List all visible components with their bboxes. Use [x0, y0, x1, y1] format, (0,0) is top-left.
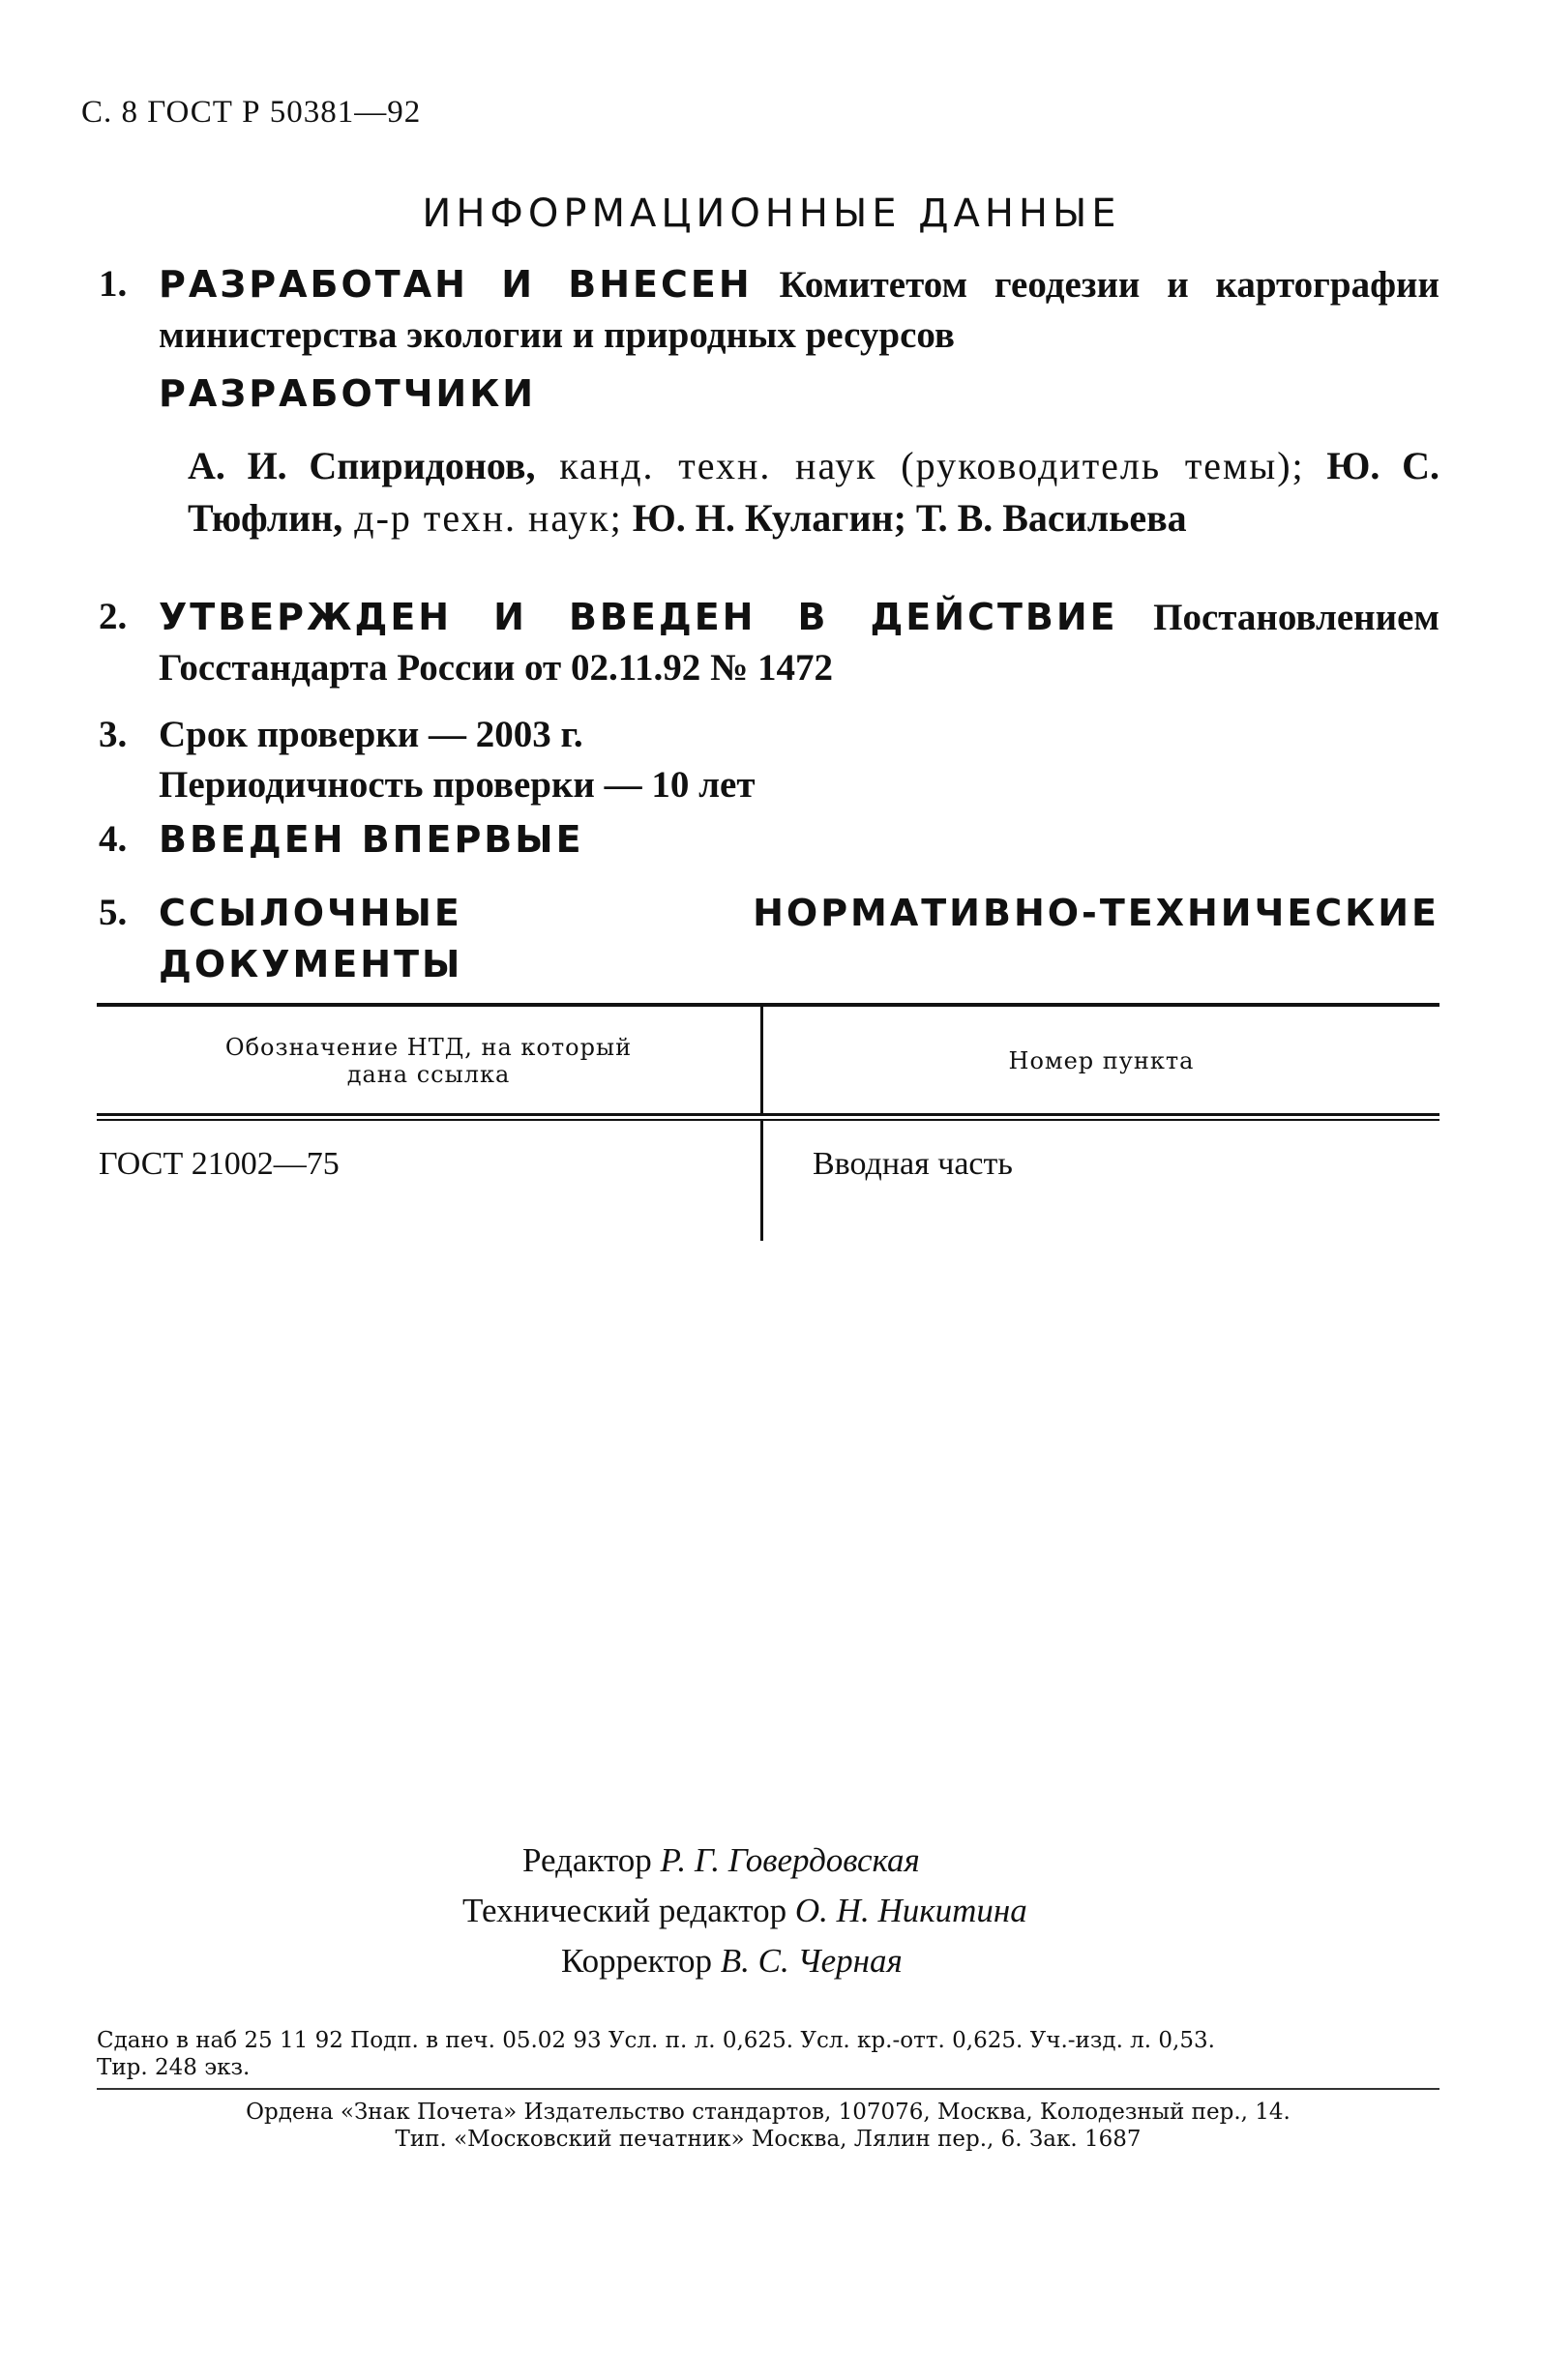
item-text: Комитетом геодезии и картографии министерства экологии и природных ресурсов [159, 264, 1439, 356]
item-5 [99, 888, 1439, 990]
item-caption: ССЫЛОЧНЫЕ НОРМАТИВНО-ТЕХНИЧЕСКИЕ ДОКУМЕНТЫ [159, 892, 1439, 985]
table-cell-ntd: ГОСТ 21002—75 [99, 1146, 340, 1182]
credit-corrector: Корректор В. С. Черная [561, 1942, 903, 1980]
item-number: 1. [99, 263, 128, 305]
table-header-clause: Номер пункта [1008, 1047, 1195, 1074]
item-3 [99, 710, 1439, 810]
table-top-rule [97, 1003, 1439, 1007]
item-caption: УТВЕРЖДЕН И ВВЕДЕН В ДЕЙСТВИЕ [159, 596, 1118, 638]
item-text: Постановлением Госстандарта России от 02.11.92 № 1472 [159, 597, 1439, 689]
page-header: С. 8 ГОСТ Р 50381—92 [81, 95, 422, 130]
table-cell-clause: Вводная часть [813, 1146, 1013, 1182]
developers-list [188, 440, 1439, 544]
item-caption: РАЗРАБОТАН И ВНЕСЕН [159, 263, 753, 306]
developers-heading: РАЗРАБОТЧИКИ [159, 372, 537, 415]
item-number: 4. [99, 818, 128, 860]
imprint-rule [97, 2088, 1439, 2090]
item-4 [99, 814, 1439, 866]
developer-names: Ю. Н. Кулагин; Т. В. Васильева [622, 496, 1187, 540]
table-header-ntd: Обозначение НТД, на который дана ссылка [224, 1034, 633, 1088]
developer-role: д-р техн. наук; [342, 496, 623, 540]
item-caption: ВВЕДЕН ВПЕРВЫЕ [159, 818, 584, 861]
credit-editor: Редактор Р. Г. Говердовская [522, 1841, 920, 1879]
review-term: Срок проверки — 2003 г. [159, 714, 583, 755]
developer-role: канд. техн. наук (руководитель темы); [535, 444, 1305, 487]
item-number: 5. [99, 892, 128, 933]
review-period: Периодичность проверки — 10 лет [159, 764, 756, 806]
imprint-publisher: Ордена «Знак Почета» Издательство стандартов, 107076, Москва, Колодезный пер., 14. Тип. «Московский печатник» Москва, Лялин пер., 6. Зак. 1687 [246, 2100, 1291, 2152]
item-number: 2. [99, 596, 128, 637]
table-header-rule [97, 1113, 1439, 1116]
credit-tech-editor: Технический редактор О. Н. Никитина [462, 1892, 1027, 1929]
developer-name: А. И. Спиридонов, [188, 444, 536, 487]
item-2 [99, 592, 1439, 693]
table-header-rule-2 [97, 1119, 1439, 1121]
reference-table [97, 1003, 1439, 1241]
table-divider [760, 1121, 763, 1241]
section-title: ИНФОРМАЦИОННЫЕ ДАННЫЕ [422, 191, 1121, 236]
item-1 [99, 259, 1439, 361]
item-number: 3. [99, 714, 128, 755]
developer-name: Ю. С. Тюфлин, [188, 444, 1439, 540]
imprint-print-data: Сдано в наб 25 11 92 Подп. в печ. 05.02 93 Усл. п. л. 0,625. Усл. кр.-отт. 0,625. Уч.-изд. л. 0,53. Тир. 248 экз. [97, 2028, 1215, 2080]
